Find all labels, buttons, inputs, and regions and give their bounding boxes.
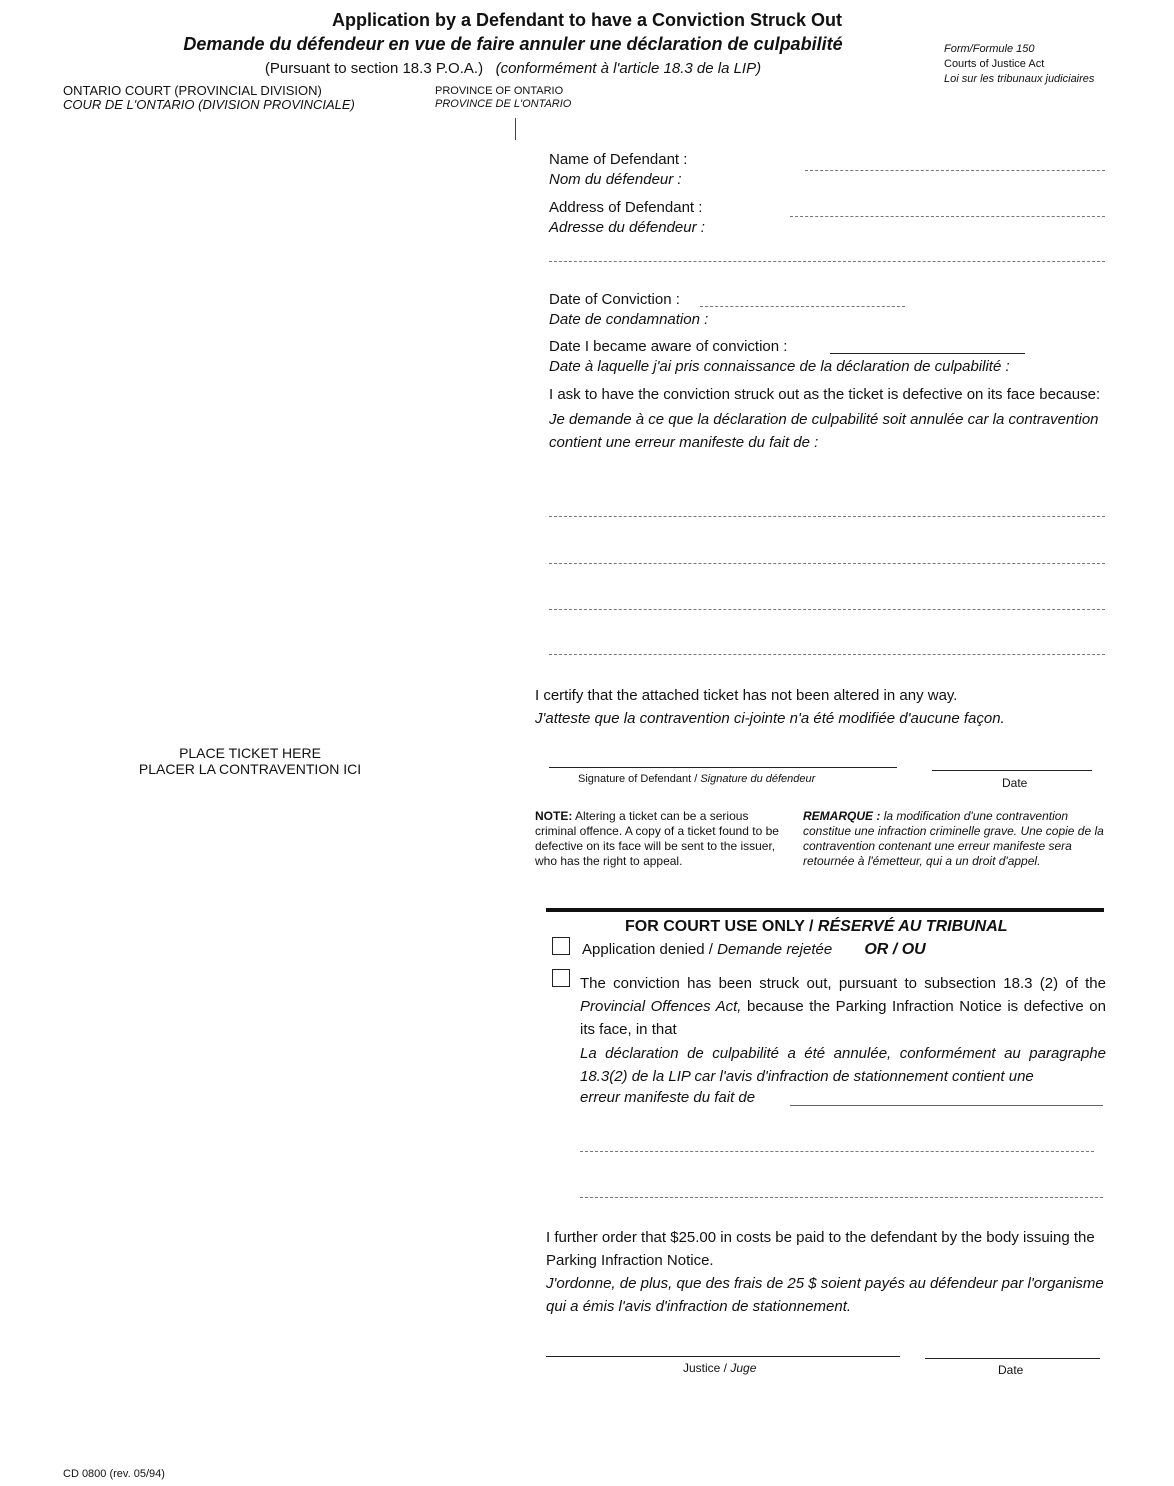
court-use-heading bbox=[625, 918, 1008, 936]
struck-out-french: La déclaration de culpabilité a été annulée, conformément au paragraphe 18.3(2) de la LIP car l'avis d'infraction de stationnement contient une bbox=[580, 1045, 1106, 1085]
request-english: I ask to have the conviction struck out as the ticket is defective on its face because: bbox=[549, 386, 1101, 403]
denied-checkbox[interactable] bbox=[552, 937, 570, 955]
costs-english: I further order that $25.00 in costs be paid to the defendant by the body issuing the Parking Infraction Notice. bbox=[546, 1229, 1095, 1269]
signature-field[interactable] bbox=[549, 767, 897, 768]
court-use-heading-french: RÉSERVÉ AU TRIBUNAL bbox=[817, 918, 1008, 935]
form-title-english: Application by a Defendant to have a Conviction Struck Out bbox=[331, 10, 843, 30]
note-label-english: NOTE: bbox=[535, 809, 573, 823]
address-label-english: Address of Defendant : bbox=[549, 199, 703, 216]
act-english: Courts of Justice Act bbox=[944, 58, 1045, 70]
justice-label-english: Justice / bbox=[683, 1361, 728, 1375]
court-name bbox=[63, 84, 355, 112]
reason-line-4[interactable] bbox=[549, 654, 1105, 655]
province-french: PROVINCE DE L'ONTARIO bbox=[435, 98, 572, 110]
conviction-date-label-english: Date of Conviction : bbox=[549, 291, 680, 308]
conviction-date-label bbox=[549, 290, 708, 330]
province-english: PROVINCE OF ONTARIO bbox=[435, 85, 564, 97]
conviction-date-label-french: Date de condamnation : bbox=[549, 311, 709, 328]
struck-out-option bbox=[580, 972, 1106, 1041]
certify-french: J'atteste que la contravention ci-jointe n'a été modifiée d'aucune façon. bbox=[535, 710, 1005, 727]
justice-signature-field[interactable] bbox=[546, 1356, 900, 1357]
ticket-label-french: PLACER LA CONTRAVENTION ICI bbox=[138, 761, 362, 777]
signature-date-field[interactable] bbox=[932, 770, 1092, 771]
struck-act-name: Provincial Offences Act, bbox=[580, 998, 742, 1015]
reason-line-1[interactable] bbox=[549, 516, 1105, 517]
request-french: Je demande à ce que la déclaration de culpabilité soit annulée car la contravention contient une erreur manifeste du fait de : bbox=[549, 411, 1099, 451]
pursuant-french: (conformément à l'article 18.3 de la LIP) bbox=[495, 60, 762, 77]
name-label-english: Name of Defendant : bbox=[549, 151, 688, 168]
costs-french: J'ordonne, de plus, que des frais de 25 $ soient payés au défendeur par l'organisme qui a émis l'avis d'infraction de stationnement. bbox=[546, 1275, 1104, 1315]
tick-mark bbox=[515, 118, 516, 140]
aware-date-field[interactable] bbox=[830, 353, 1025, 354]
note-text-english: Altering a ticket can be a serious criminal offence. A copy of a ticket found to be defective on its face will be sent to the issuer, who has the right to appeal. bbox=[535, 809, 779, 868]
denied-label-english: Application denied / bbox=[582, 941, 713, 958]
request-paragraph bbox=[549, 383, 1109, 454]
form-info bbox=[944, 42, 1094, 87]
or-label: OR / OU bbox=[864, 941, 926, 958]
aware-date-label bbox=[549, 337, 1010, 377]
note-french bbox=[803, 809, 1106, 869]
signature-label-english: Signature of Defendant bbox=[578, 773, 692, 785]
reason-line-3[interactable] bbox=[549, 609, 1105, 610]
province-name bbox=[435, 85, 571, 111]
denied-label-french: Demande rejetée bbox=[717, 941, 833, 958]
address-label bbox=[549, 198, 705, 238]
name-field[interactable] bbox=[805, 170, 1105, 171]
certify-english: I certify that the attached ticket has not been altered in any way. bbox=[535, 687, 958, 704]
costs-order bbox=[546, 1226, 1106, 1318]
note-english bbox=[535, 809, 787, 869]
denied-option bbox=[582, 941, 926, 959]
struck-out-french-end: erreur manifeste du fait de bbox=[580, 1089, 756, 1106]
struck-text-2: because the Parking Infraction Notice is defective on its face, in that bbox=[580, 998, 1106, 1038]
note-label-french: REMARQUE : bbox=[803, 809, 881, 823]
justice-label bbox=[683, 1361, 756, 1375]
struck-text-1: The conviction has been struck out, pursuant to subsection 18.3 (2) of the bbox=[580, 975, 1106, 992]
section-divider bbox=[546, 908, 1104, 912]
pursuant-line bbox=[0, 60, 1100, 77]
form-title-french: Demande du défendeur en vue de faire annuler une déclaration de culpabilité bbox=[183, 34, 843, 54]
defect-line-3[interactable] bbox=[580, 1197, 1103, 1198]
justice-label-french: Juge bbox=[730, 1361, 757, 1375]
struck-out-checkbox[interactable] bbox=[552, 969, 570, 987]
justice-date-field[interactable] bbox=[925, 1358, 1100, 1359]
name-label-french: Nom du défendeur : bbox=[549, 171, 682, 188]
defect-line-1[interactable] bbox=[790, 1105, 1103, 1106]
court-english: ONTARIO COURT (PROVINCIAL DIVISION) bbox=[63, 83, 322, 98]
aware-date-label-english: Date I became aware of conviction : bbox=[549, 338, 788, 355]
signature-label: Signature of Defendant / Signature du défendeur bbox=[578, 773, 816, 785]
defect-line-2[interactable] bbox=[580, 1151, 1094, 1152]
ticket-placement-area bbox=[100, 745, 400, 777]
reason-line-2[interactable] bbox=[549, 563, 1105, 564]
address-field-line-2[interactable] bbox=[549, 261, 1105, 262]
certify-statement bbox=[535, 684, 1115, 730]
conviction-date-field[interactable] bbox=[700, 306, 905, 307]
signature-date-label: Date bbox=[1002, 776, 1028, 790]
address-field-line-1[interactable] bbox=[790, 216, 1105, 217]
act-french: Loi sur les tribunaux judiciaires bbox=[944, 73, 1095, 85]
form-code: CD 0800 (rev. 05/94) bbox=[63, 1468, 165, 1480]
ticket-label-english: PLACE TICKET HERE bbox=[179, 745, 321, 761]
form-number: Form/Formule 150 bbox=[944, 43, 1035, 55]
note-text-french: la modification d'une contravention constitue une infraction criminelle grave. Une copie de la contravention contenant une erreur manifeste sera retournée à l'émetteur, qui a un droit d'appel. bbox=[803, 809, 1104, 868]
signature-label-french: Signature du défendeur bbox=[700, 773, 816, 785]
address-label-french: Adresse du défendeur : bbox=[549, 219, 705, 236]
court-french: COUR DE L'ONTARIO (DIVISION PROVINCIALE) bbox=[63, 97, 355, 112]
aware-date-label-french: Date à laquelle j'ai pris connaissance de la déclaration de culpabilité : bbox=[549, 358, 1010, 375]
justice-date-label: Date bbox=[998, 1363, 1024, 1377]
name-label bbox=[549, 150, 687, 190]
pursuant-english: (Pursuant to section 18.3 P.O.A.) bbox=[264, 60, 484, 77]
court-use-heading-english: FOR COURT USE ONLY / bbox=[625, 918, 814, 935]
